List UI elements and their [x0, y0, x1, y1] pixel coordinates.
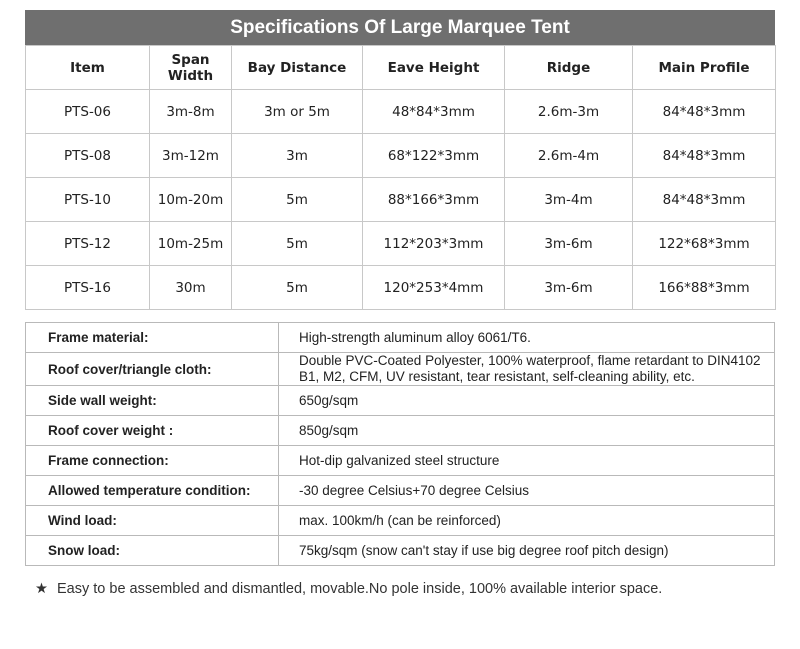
cell-bay-distance: 3m	[232, 134, 363, 178]
cell-span-width: 10m-20m	[150, 178, 232, 222]
cell-bay-distance: 3m or 5m	[232, 90, 363, 134]
cell-ridge: 2.6m-4m	[505, 134, 633, 178]
cell-item: PTS-08	[26, 134, 150, 178]
cell-eave-height: 112*203*3mm	[363, 222, 505, 266]
cell-span-width: 30m	[150, 266, 232, 310]
cell-main-profile: 84*48*3mm	[633, 178, 776, 222]
property-row	[26, 353, 775, 386]
header-span-width: Span Width	[150, 46, 232, 90]
spec-table	[25, 45, 776, 310]
property-label: Roof cover/triangle cloth:	[26, 353, 279, 386]
cell-span-width: 10m-25m	[150, 222, 232, 266]
property-label: Roof cover weight :	[26, 416, 279, 446]
cell-span-width: 3m-12m	[150, 134, 232, 178]
cell-bay-distance: 5m	[232, 222, 363, 266]
property-label: Wind load:	[26, 506, 279, 536]
cell-eave-height: 48*84*3mm	[363, 90, 505, 134]
cell-main-profile: 166*88*3mm	[633, 266, 776, 310]
cell-item: PTS-06	[26, 90, 150, 134]
property-label: Frame material:	[26, 323, 279, 353]
feature-note	[35, 581, 662, 597]
property-label: Allowed temperature condition:	[26, 476, 279, 506]
header-ridge: Ridge	[505, 46, 633, 90]
feature-note-text: Easy to be assembled and dismantled, movable.No pole inside, 100% available interior space.	[57, 581, 663, 597]
spec-header-row	[26, 46, 776, 90]
cell-eave-height: 68*122*3mm	[363, 134, 505, 178]
cell-eave-height: 120*253*4mm	[363, 266, 505, 310]
property-row	[26, 536, 775, 566]
header-main-profile: Main Profile	[633, 46, 776, 90]
property-value: 850g/sqm	[279, 416, 775, 446]
cell-ridge: 3m-6m	[505, 222, 633, 266]
property-value: High-strength aluminum alloy 6061/T6.	[279, 323, 775, 353]
property-row	[26, 323, 775, 353]
cell-ridge: 3m-4m	[505, 178, 633, 222]
property-row	[26, 476, 775, 506]
property-value: 650g/sqm	[279, 386, 775, 416]
cell-item: PTS-10	[26, 178, 150, 222]
property-label: Snow load:	[26, 536, 279, 566]
cell-main-profile: 84*48*3mm	[633, 90, 776, 134]
cell-main-profile: 84*48*3mm	[633, 134, 776, 178]
property-label: Side wall weight:	[26, 386, 279, 416]
cell-ridge: 3m-6m	[505, 266, 633, 310]
table-row	[26, 134, 776, 178]
property-value: 75kg/sqm (snow can't stay if use big degree roof pitch design)	[279, 536, 775, 566]
property-row	[26, 506, 775, 536]
table-row	[26, 222, 776, 266]
property-value: max. 100km/h (can be reinforced)	[279, 506, 775, 536]
cell-span-width: 3m-8m	[150, 90, 232, 134]
cell-ridge: 2.6m-3m	[505, 90, 633, 134]
cell-item: PTS-12	[26, 222, 150, 266]
table-row	[26, 90, 776, 134]
property-row	[26, 416, 775, 446]
properties-table	[25, 322, 775, 566]
cell-main-profile: 122*68*3mm	[633, 222, 776, 266]
property-value: Double PVC-Coated Polyester, 100% waterproof, flame retardant to DIN4102 B1, M2, CFM, UV resistant, tear resistant, self-cleaning ability, etc.	[279, 353, 775, 386]
header-bay-distance: Bay Distance	[232, 46, 363, 90]
property-value: -30 degree Celsius+70 degree Celsius	[279, 476, 775, 506]
spec-title: Specifications Of Large Marquee Tent	[25, 10, 775, 45]
property-row	[26, 446, 775, 476]
table-row	[26, 266, 776, 310]
property-row	[26, 386, 775, 416]
header-item: Item	[26, 46, 150, 90]
star-icon: ★	[35, 581, 48, 597]
cell-bay-distance: 5m	[232, 266, 363, 310]
cell-bay-distance: 5m	[232, 178, 363, 222]
property-value: Hot-dip galvanized steel structure	[279, 446, 775, 476]
header-eave-height: Eave Height	[363, 46, 505, 90]
property-label: Frame connection:	[26, 446, 279, 476]
cell-eave-height: 88*166*3mm	[363, 178, 505, 222]
table-row	[26, 178, 776, 222]
cell-item: PTS-16	[26, 266, 150, 310]
